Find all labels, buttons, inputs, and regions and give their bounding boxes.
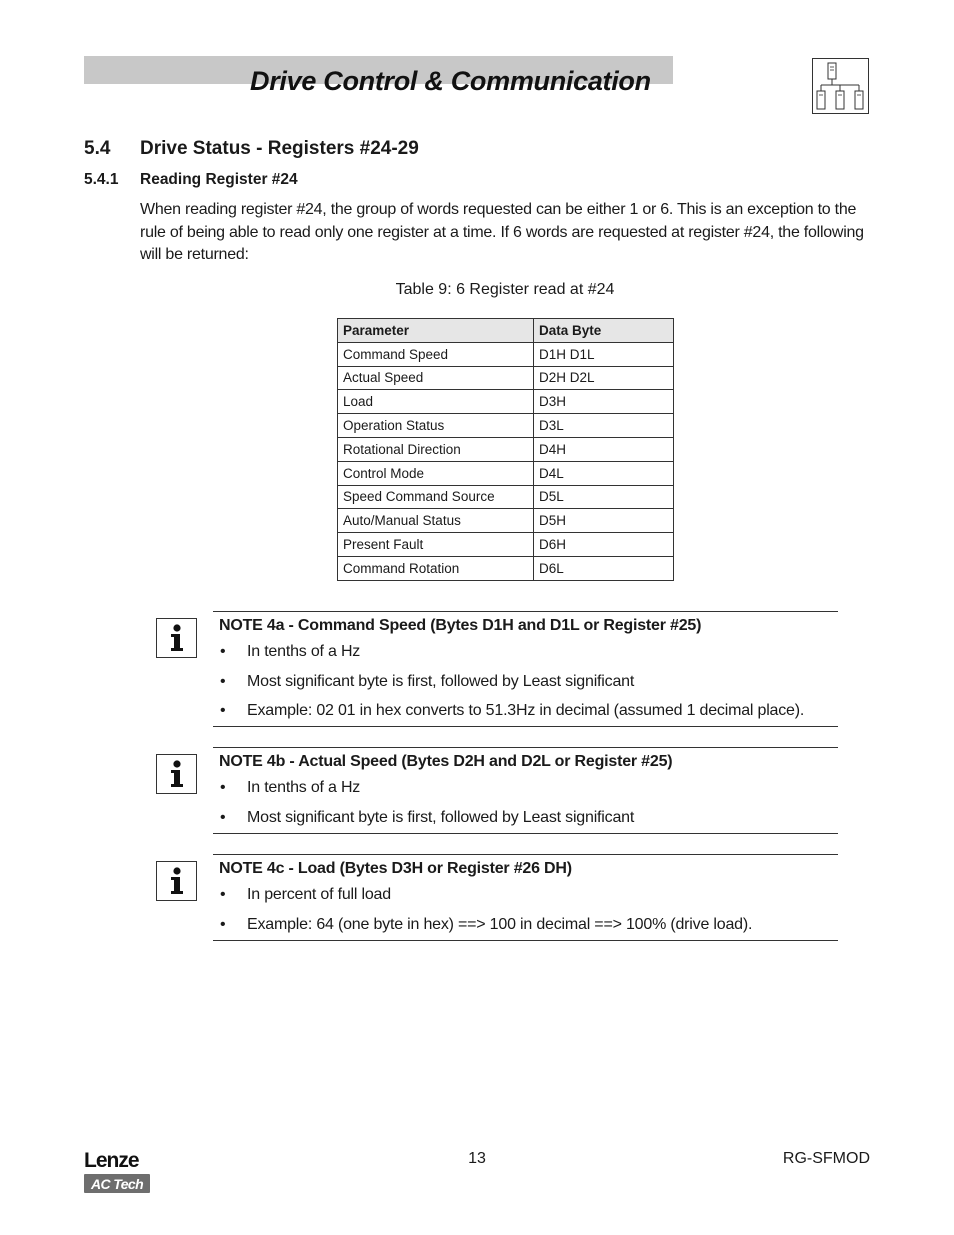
document-id: RG-SFMOD (782, 1150, 870, 1167)
parameter-cell: Operation Status (338, 414, 534, 438)
data-byte-cell: D4L (534, 461, 674, 485)
table-row (338, 461, 674, 485)
parameter-cell: Command Rotation (338, 556, 534, 580)
data-byte-cell: D5H (534, 509, 674, 533)
parameter-cell: Speed Command Source (338, 485, 534, 509)
page-number: 13 (468, 1150, 486, 1167)
note-title: NOTE 4c - Load (Bytes D3H or Register #26 DH) (219, 860, 572, 877)
note-bullet: • In tenths of a Hz (213, 641, 838, 671)
table-row (338, 509, 674, 533)
table-row (338, 390, 674, 414)
info-icon (156, 861, 197, 901)
section-number: 5.4 (84, 138, 111, 159)
info-icon (156, 754, 197, 794)
section-heading (84, 138, 419, 160)
note-4a (213, 611, 838, 727)
parameter-cell: Command Speed (338, 342, 534, 366)
subsection-number: 5.4.1 (84, 171, 119, 188)
data-byte-cell: D2H D2L (534, 366, 674, 390)
subsection-heading (84, 171, 298, 189)
parameter-cell: Present Fault (338, 533, 534, 557)
note-bullet-list (213, 884, 838, 943)
note-bullet: • Most significant byte is first, followed by Least significant (213, 807, 838, 837)
note-bullet-list (213, 777, 838, 836)
data-byte-cell: D1H D1L (534, 342, 674, 366)
table-caption: Table 9: 6 Register read at #24 (395, 281, 615, 298)
info-icon (156, 618, 197, 658)
data-byte-cell: D6L (534, 556, 674, 580)
table-row (338, 533, 674, 557)
data-byte-cell: D3H (534, 390, 674, 414)
table-row (338, 437, 674, 461)
note-bullet: • Example: 02 01 in hex converts to 51.3Hz in decimal (assumed 1 decimal place). (213, 700, 838, 730)
subsection-title: Reading Register #24 (140, 171, 298, 188)
note-bullet: • In percent of full load (213, 884, 838, 914)
logo-bottom-badge (84, 1174, 150, 1193)
page-header-title: Drive Control & Communication (250, 66, 651, 96)
register-table (337, 318, 674, 581)
parameter-cell: Load (338, 390, 534, 414)
note-4b (213, 747, 838, 834)
logo-bottom-text: AC Tech (90, 1175, 144, 1192)
note-4c (213, 854, 838, 941)
table-row (338, 366, 674, 390)
parameter-cell: Rotational Direction (338, 437, 534, 461)
parameter-cell: Auto/Manual Status (338, 509, 534, 533)
table-row (338, 342, 674, 366)
table-row (338, 556, 674, 580)
column-header-parameter: Parameter (338, 319, 534, 343)
parameter-cell: Control Mode (338, 461, 534, 485)
logo-top-text: Lenze (84, 1149, 139, 1172)
table-row (338, 414, 674, 438)
note-title: NOTE 4a - Command Speed (Bytes D1H and D1L or Register #25) (219, 617, 702, 634)
data-byte-cell: D3L (534, 414, 674, 438)
column-header-data-byte: Data Byte (534, 319, 674, 343)
note-bullet: • Most significant byte is first, followed by Least significant (213, 671, 838, 701)
section-title: Drive Status - Registers #24-29 (140, 138, 419, 159)
data-byte-cell: D6H (534, 533, 674, 557)
note-bullet: • In tenths of a Hz (213, 777, 838, 807)
note-title: NOTE 4b - Actual Speed (Bytes D2H and D2L or Register #25) (219, 753, 673, 770)
note-bullet-list (213, 641, 838, 730)
note-bullet: • Example: 64 (one byte in hex) ==> 100 in decimal ==> 100% (drive load). (213, 914, 838, 944)
table-row (338, 485, 674, 509)
network-diagram-icon (812, 58, 869, 114)
data-byte-cell: D5L (534, 485, 674, 509)
data-byte-cell: D4H (534, 437, 674, 461)
table-header-row (338, 319, 674, 343)
parameter-cell: Actual Speed (338, 366, 534, 390)
lenze-ac-tech-logo (84, 1150, 152, 1193)
intro-paragraph: When reading register #24, the group of words requested can be either 1 or 6. This is an exception to the rule of being able to read only one register at a time. If 6 words are requested at register #24, the following will be returned: (140, 201, 864, 263)
